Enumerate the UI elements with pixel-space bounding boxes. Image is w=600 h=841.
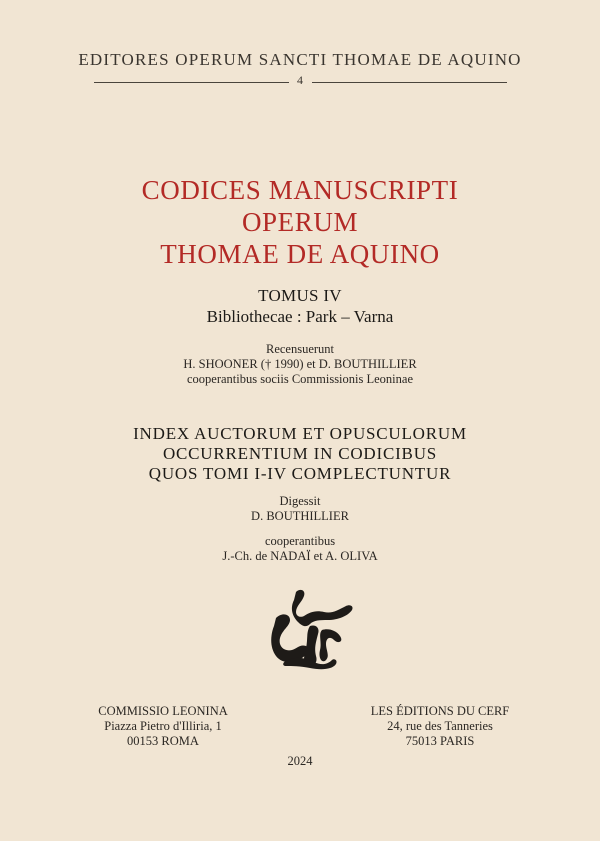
publisher-right-city: 75013 PARIS <box>405 734 475 748</box>
index-editor: D. BOUTHILLIER <box>251 509 349 523</box>
publisher-left-street: Piazza Pietro d'Illiria, 1 <box>104 719 222 733</box>
index-title-line-1: INDEX AUCTORUM ET OPUSCULORUM <box>133 424 467 443</box>
index-collaborators-block <box>0 534 600 564</box>
index-title <box>0 424 600 484</box>
main-title-line-1: CODICES MANUSCRIPTI <box>141 175 459 205</box>
main-title <box>0 174 600 270</box>
volume-subtitle: Bibliothecae : Park – Varna <box>206 307 394 326</box>
publisher-commissio-leonina <box>68 704 258 749</box>
cooperantibus-label: cooperantibus <box>264 534 336 548</box>
index-title-line-3: QUOS TOMI I-IV COMPLECTUNTUR <box>148 464 452 483</box>
publisher-editions-du-cerf <box>340 704 540 749</box>
main-title-line-3: THOMAE DE AQUINO <box>160 239 440 269</box>
index-title-line-2: OCCURRENTIUM IN CODICIBUS <box>162 444 438 463</box>
index-collaborators: J.-Ch. de NADAÏ et A. OLIVA <box>222 549 378 563</box>
series-title: EDITORES OPERUM SANCTI THOMAE DE AQUINO <box>78 50 522 69</box>
publisher-right-street: 24, rue des Tanneries <box>387 719 493 733</box>
main-title-line-2: OPERUM <box>241 207 359 237</box>
publisher-left-city: 00153 ROMA <box>127 734 199 748</box>
index-editor-block <box>0 494 600 524</box>
publisher-right-name: LES ÉDITIONS DU CERF <box>370 704 510 718</box>
publication-year: 2024 <box>287 754 313 768</box>
volume-credits <box>0 342 600 387</box>
volume-cooperantibus: cooperantibus sociis Commissionis Leoninae <box>186 372 413 386</box>
publisher-left-name: COMMISSIO LEONINA <box>98 704 228 718</box>
volume-authors: H. SHOONER († 1990) et D. BOUTHILLIER <box>183 357 417 371</box>
leonine-monogram-icon <box>266 586 358 670</box>
digessit-label: Digessit <box>279 494 321 508</box>
recensuerunt-label: Recensuerunt <box>265 342 335 356</box>
volume-number: TOMUS IV <box>258 286 342 305</box>
series-number: 4 <box>297 73 303 87</box>
